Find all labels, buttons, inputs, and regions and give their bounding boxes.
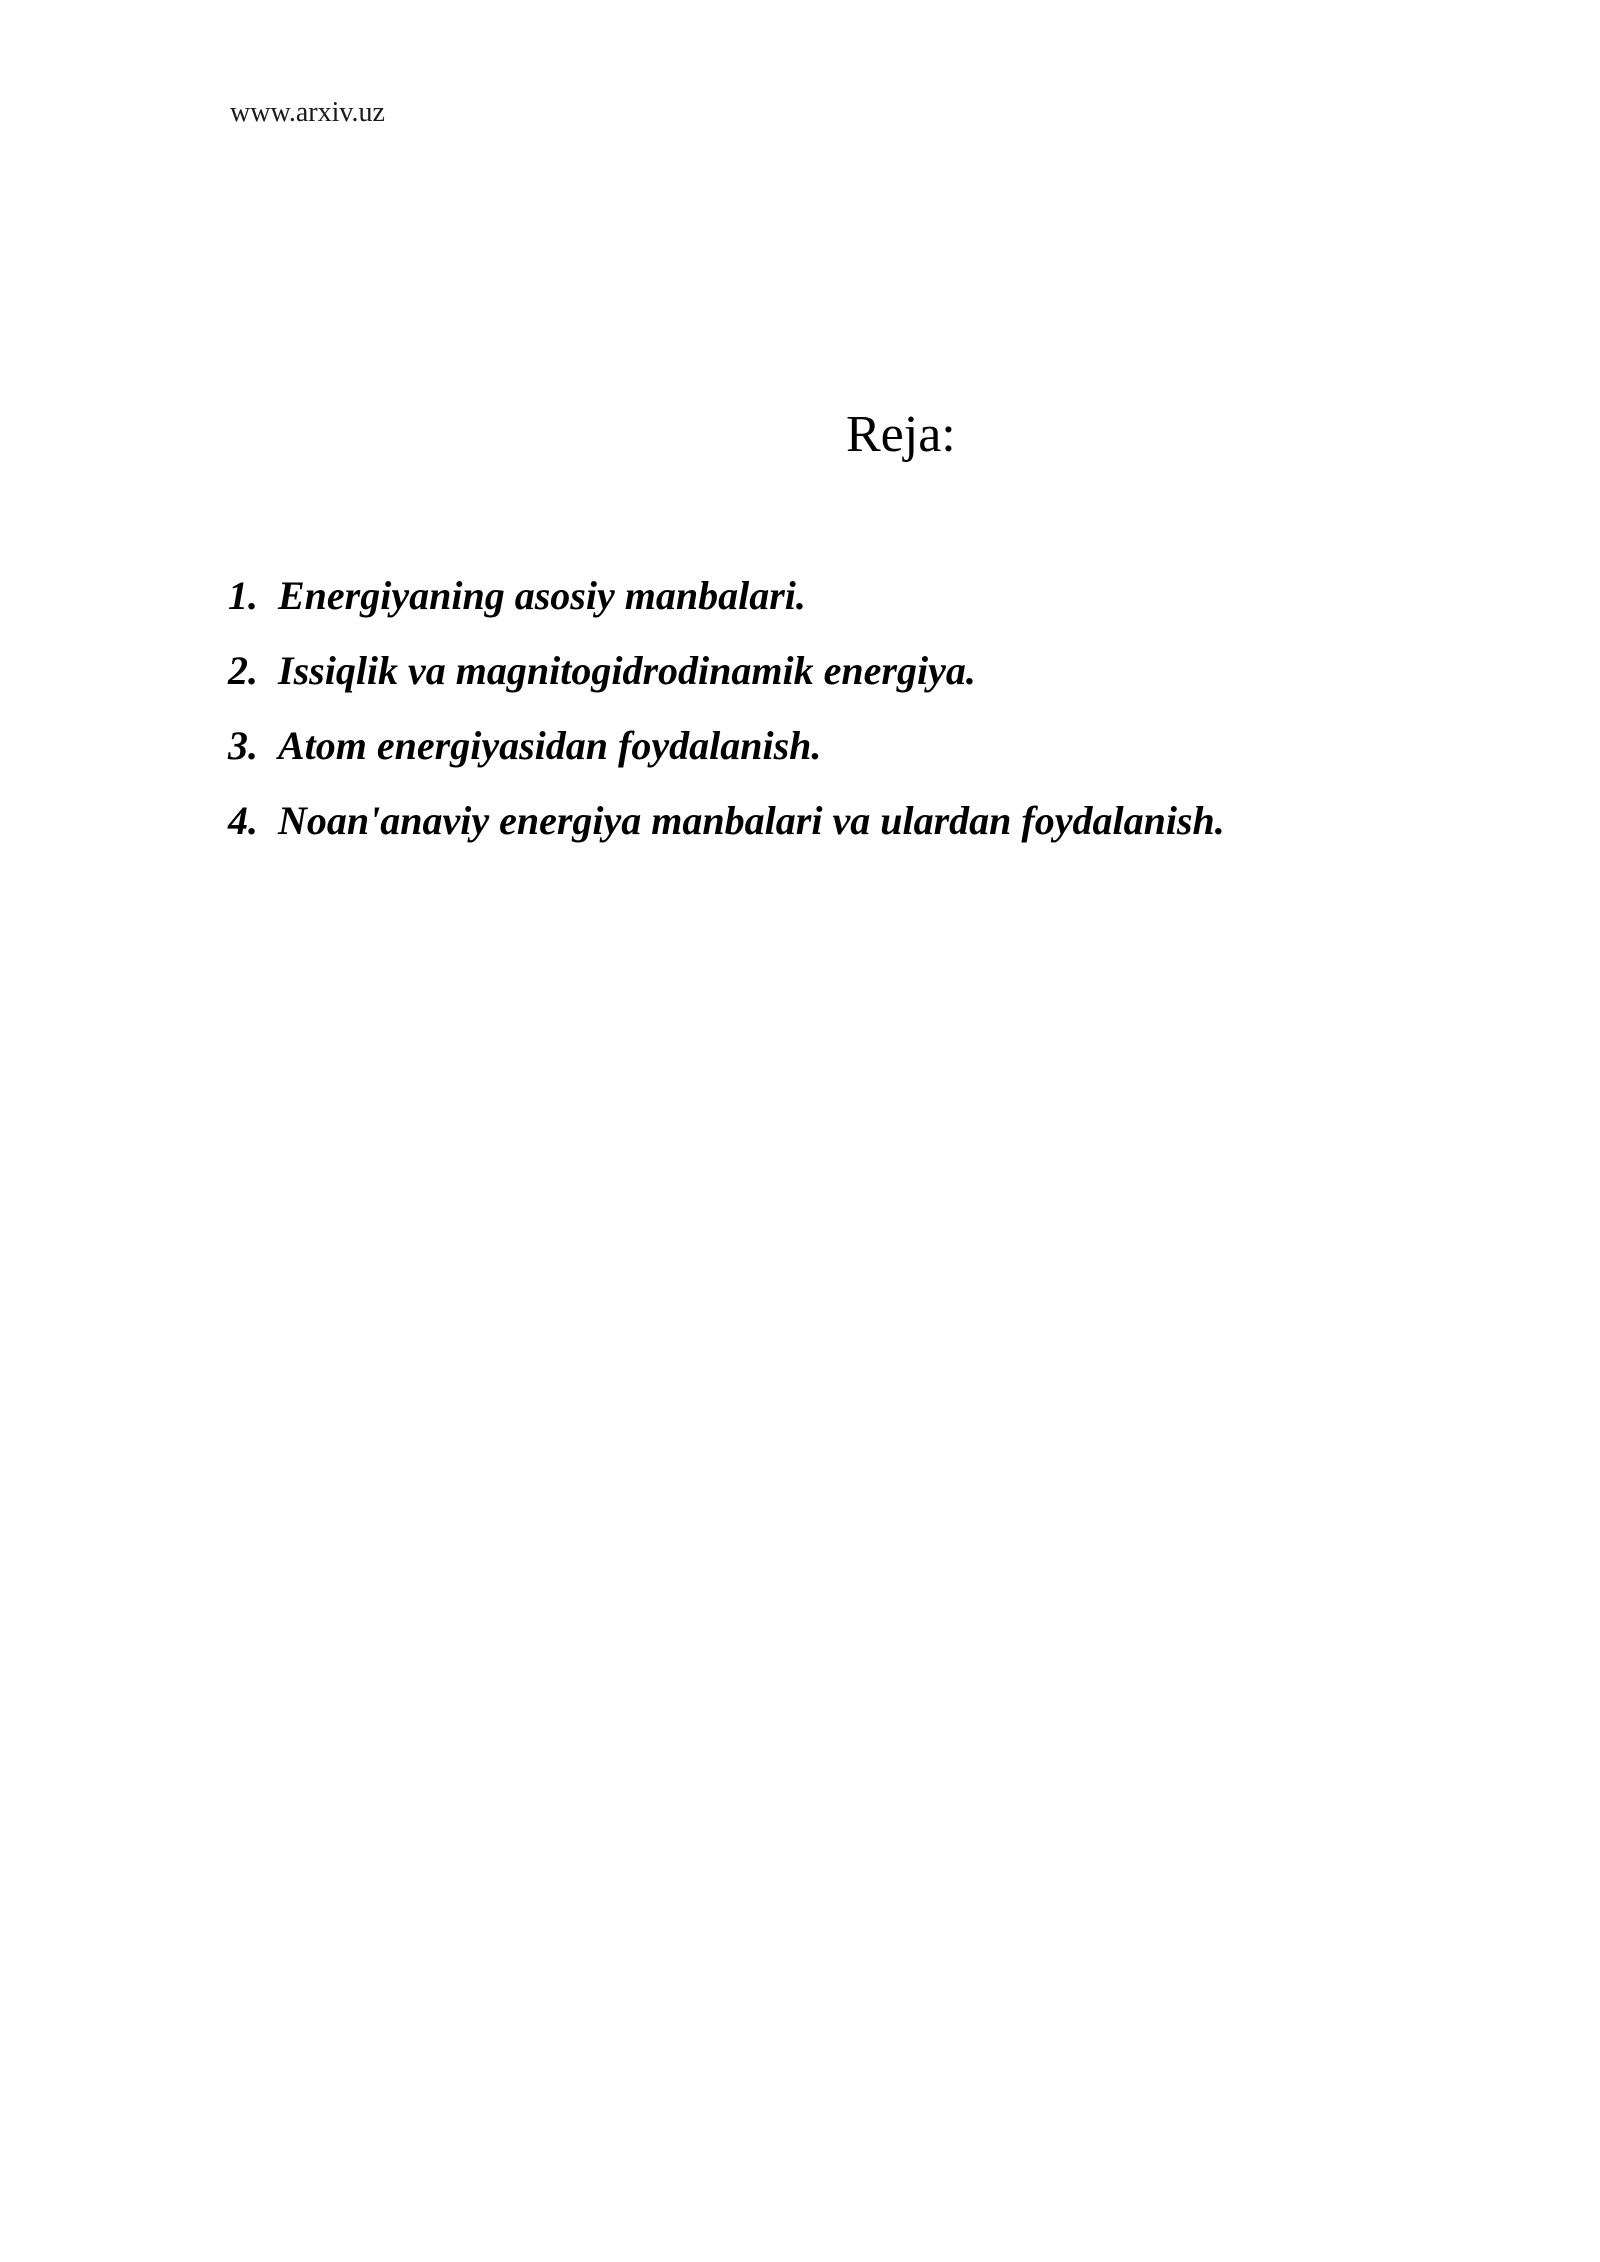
list-item-number: 2.	[228, 648, 258, 693]
list-item-text: Atom energiyasidan foydalanish.	[278, 723, 822, 768]
page-title: Reja:	[846, 406, 956, 463]
list-item	[228, 645, 1428, 720]
list-item-number: 4.	[228, 798, 258, 843]
list-item	[228, 570, 1428, 645]
list-item-text: Noan'anaviy energiya manbalari va ulardan foydalanish.	[278, 798, 1225, 843]
list-item-text: Issiqlik va magnitogidrodinamik energiya.	[278, 648, 976, 693]
list-item-text: Energiyaning asosiy manbalari.	[278, 573, 806, 618]
list-item	[228, 720, 1428, 795]
list-item-number: 1.	[228, 573, 258, 618]
list-item-number: 3.	[228, 723, 258, 768]
list-item	[228, 795, 1428, 870]
header-url: www.arxiv.uz	[230, 97, 385, 128]
plan-list	[228, 570, 1428, 870]
